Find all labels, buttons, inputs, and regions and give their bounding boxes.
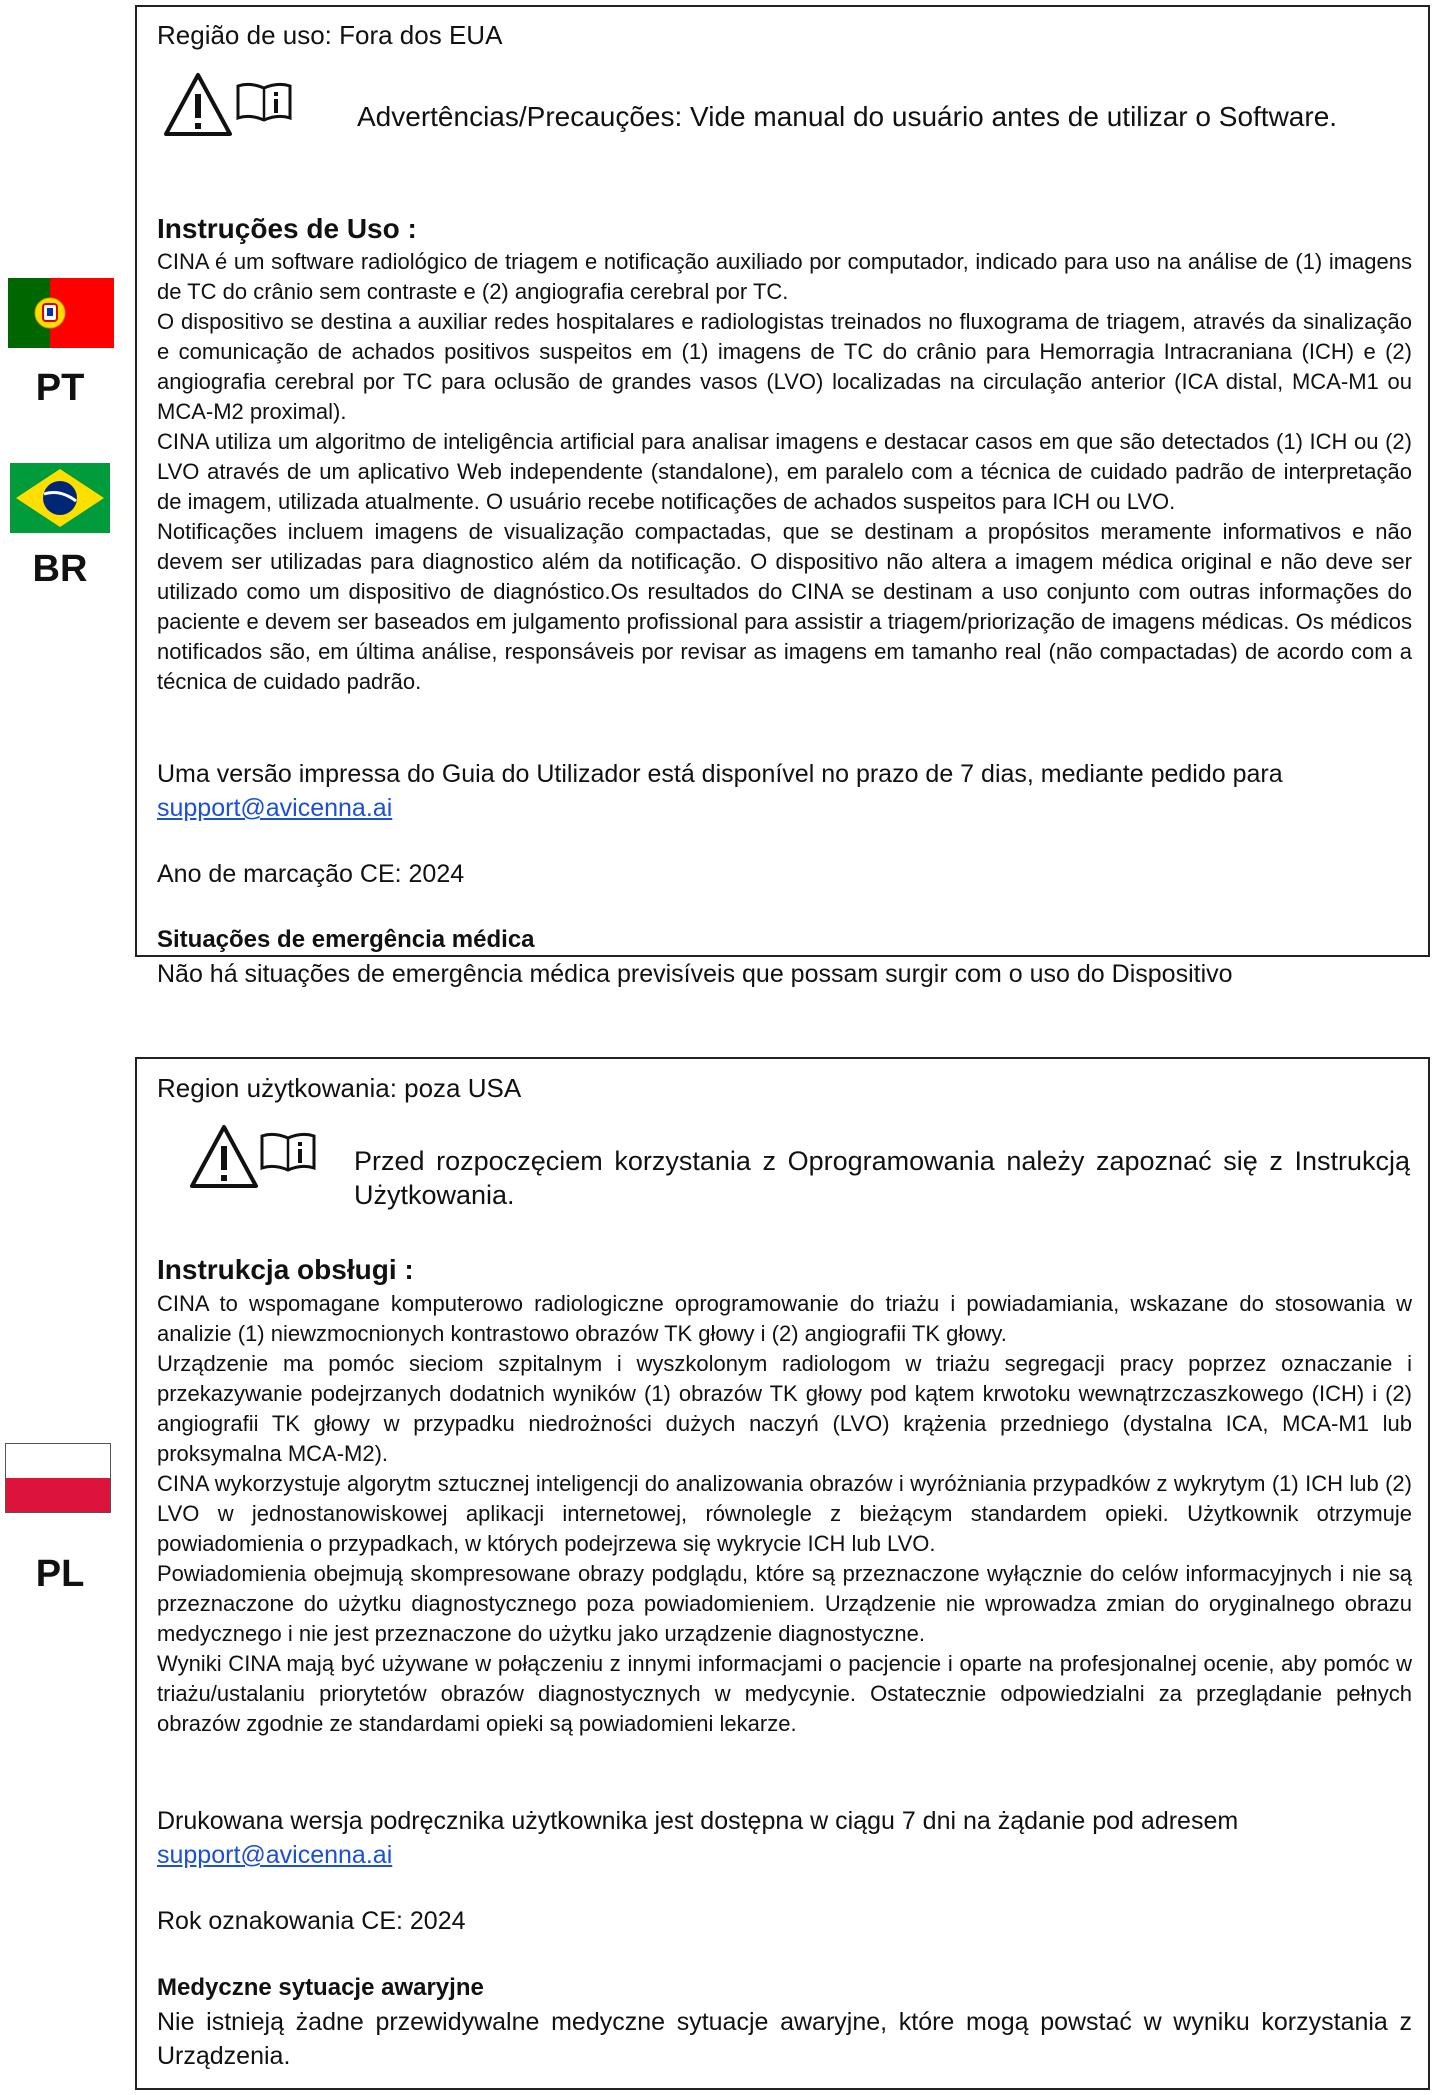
flag-code-br: BR xyxy=(32,548,88,590)
portugal-flag-icon xyxy=(8,278,114,348)
instructions-paragraph: O dispositivo se destina a auxiliar redes hospitalares e radiologistas treinados no fluxograma de triagem, através da sinalização e comunicação de achados positivos suspeitos em (1) imagens de TC do crânio para Hemorragia Intracraniana (ICH) e (2) angiografia cerebral por TC para oclusão de grandes vasos (LVO) localizadas na circulação anterior (ICA distal, MCA-M1 ou MCA-M2 proximal). xyxy=(157,309,1412,424)
ce-marking-year-pt: Ano de marcação CE: 2024 xyxy=(157,860,465,888)
poland-flag-icon xyxy=(5,1443,111,1513)
instructions-title-pl: Instrukcja obsługi : xyxy=(157,1254,414,1285)
ce-marking-year-pl: Rok oznakowania CE: 2024 xyxy=(157,1907,466,1935)
printed-guide-text-pl: Drukowana wersja podręcznika użytkownika jest dostępna w ciągu 7 dni na żądanie pod adresem xyxy=(157,1807,1239,1835)
instructions-body-pt xyxy=(157,247,1412,697)
manual-info-icon xyxy=(258,1130,318,1174)
printed-guide-text-pt: Uma versão impressa do Guia do Utilizador está disponível no prazo de 7 dias, mediante pedido para xyxy=(157,760,1283,788)
warning-text-pl: Przed rozpoczęciem korzystania z Oprogramowania należy zapoznać się z Instrukcją Użytkowania. xyxy=(354,1146,1410,1210)
flag-code-pt: PT xyxy=(35,367,85,409)
instructions-title-pt: Instruções de Uso : xyxy=(157,213,417,244)
instructions-paragraph: Urządzenie ma pomóc sieciom szpitalnym i wyszkolonym radiologom w triażu segregacji pracy poprzez oznaczanie i przekazywanie podejrzanych dodatnich wyników (1) obrazów TK głowy pod kątem krwotoku wewnątrzczaszkowego (ICH) i (2) angiografii TK głowy w przypadku niedrożności dużych naczyń (LVO) krążenia przedniego (dystalna ICA, MCA-M1 lub proksymalna MCA-M2). xyxy=(157,1351,1412,1466)
flag-code-pl: PL xyxy=(35,1553,85,1595)
instructions-paragraph: CINA é um software radiológico de triagem e notificação auxiliado por computador, indicado para uso na análise de (1) imagens de TC do crânio sem contraste e (2) angiografia cerebral por TC. xyxy=(157,249,1412,304)
instructions-paragraph: Wyniki CINA mają być używane w połączeniu z innymi informacjami o pacjencie i oparte na profesjonalnej ocenie, aby pomóc w triażu/ustalaniu priorytetów obrazów diagnostycznych w medycynie. Ostatecznie odpowiedzialni za przeglądanie pełnych obrazów zgodnie ze standardami opieki są powiadomieni lekarze. xyxy=(157,1651,1412,1736)
warning-triangle-icon xyxy=(189,1124,259,1190)
instructions-paragraph: Notificações incluem imagens de visualização compactadas, que se destinam a propósitos meramente informativos e não devem ser utilizadas para diagnostico além da notificação. O dispositivo não altera a imagem médica original e não deve ser utilizado como um dispositivo de diagnóstico.Os resultados do CINA se destinam a uso conjunto com outras informações do paciente e devem ser baseados em julgamento profissional para assistir a triagem/priorização de imagens médicas. Os médicos notificados são, em última análise, responsáveis por revisar as imagens em tamanho real (não compactadas) de acordo com a técnica de cuidado padrão. xyxy=(157,519,1412,694)
instructions-body-pl xyxy=(157,1289,1412,1739)
support-email-link-pl[interactable]: support@avicenna.ai xyxy=(157,1841,393,1869)
brazil-flag-icon xyxy=(10,463,110,533)
instructions-paragraph: CINA utiliza um algoritmo de inteligência artificial para analisar imagens e destacar casos em que são detectados (1) ICH ou (2) LVO através de um aplicativo Web independente (standalone), em paralelo com a técnica de cuidado padrão de interpretação de imagem, utilizada atualmente. O usuário recebe notificações de achados suspeitos para ICH ou LVO. xyxy=(157,429,1412,514)
instructions-paragraph: CINA to wspomagane komputerowo radiologiczne oprogramowanie do triażu i powiadamiania, wskazane do stosowania w analizie (1) niewzmocnionych kontrastowo obrazów TK głowy i (2) angiografii TK głowy. xyxy=(157,1291,1412,1346)
warning-text-pt-wrapper xyxy=(157,92,1407,158)
support-email-link-pt[interactable]: support@avicenna.ai xyxy=(157,794,393,822)
warning-text-pt: Advertências/Precauções: Vide manual do usuário antes de utilizar o Software. xyxy=(357,101,1338,132)
instructions-paragraph: CINA wykorzystuje algorytm sztucznej inteligencji do analizowania obrazów i wyróżniania przypadków z wykrytym (1) ICH lub (2) LVO w jednostanowiskowej aplikacji internetowej, równolegle z bieżącym standardem opieki. Użytkownik otrzymuje powiadomienia o przypadkach, w których podejrzewa się wykrycie ICH lub LVO. xyxy=(157,1471,1412,1556)
region-of-use-pt: Região de uso: Fora dos EUA xyxy=(157,20,503,50)
emergency-text-pt: Não há situações de emergência médica previsíveis que possam surgir com o uso do Dispositivo xyxy=(157,957,1427,991)
emergency-title-pl: Medyczne sytuacje awaryjne xyxy=(157,1974,484,2001)
emergency-text-pl: Nie istnieją żadne przewidywalne medyczne sytuacje awaryjne, które mogą powstać w wyniku korzystania z Urządzenia. xyxy=(157,2008,1412,2070)
emergency-title-pt: Situações de emergência médica xyxy=(157,926,535,953)
region-of-use-pl: Region użytkowania: poza USA xyxy=(157,1073,522,1103)
instructions-paragraph: Powiadomienia obejmują skompresowane obrazy podglądu, które są przeznaczone wyłącznie do celów informacyjnych i nie są przeznaczone do użytku diagnostycznego poza powiadomieniem. Urządzenie nie wprowadza zmian do oryginalnego obrazu medycznego i nie jest przeznaczone do użytku jako urządzenie diagnostyczne. xyxy=(157,1561,1412,1646)
